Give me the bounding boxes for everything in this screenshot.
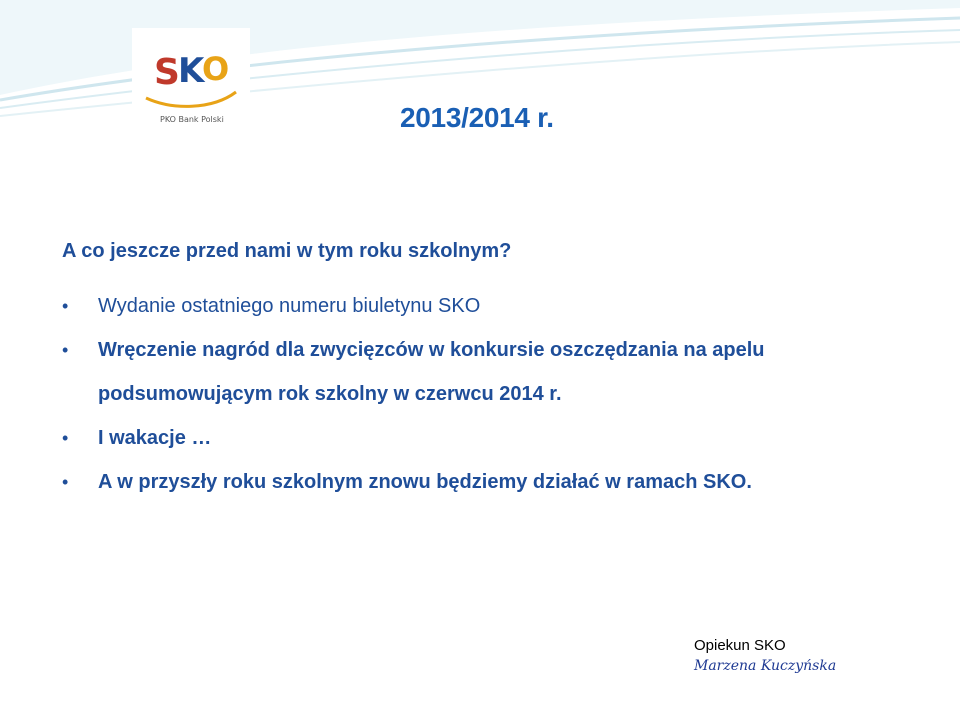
bullet-text: A w przyszły roku szkolnym znowu będziemy działać w ramach SKO. xyxy=(98,471,752,493)
bullet-text: Wydanie ostatniego numeru biuletynu SKO xyxy=(98,295,481,317)
bullet-item xyxy=(62,284,942,328)
bullet-dot-icon: • xyxy=(62,340,69,360)
sko-logo xyxy=(132,28,250,132)
bullet-text: Wręczenie nagród dla zwycięzców w konkursie oszczędzania na apelu podsumowującym rok szkolny w czerwcu 2014 r. xyxy=(98,339,765,405)
bullet-item xyxy=(62,460,942,504)
bullet-item xyxy=(62,416,942,460)
bullet-list xyxy=(62,284,942,504)
logo-caption: PKO Bank Polski xyxy=(160,115,224,124)
logo-letter-s: S xyxy=(154,52,180,93)
bullet-dot-icon: • xyxy=(62,472,69,492)
signature-role: Opiekun SKO xyxy=(694,637,786,654)
logo-letter-k: K xyxy=(178,51,205,91)
signature-block xyxy=(694,636,934,676)
year-title: 2013/2014 r. xyxy=(400,102,554,133)
bullet-dot-icon: • xyxy=(62,296,69,316)
signature-name: Marzena Kuczyńska xyxy=(694,658,837,674)
bullet-text: I wakacje … xyxy=(98,427,212,449)
intro-text: A co jeszcze przed nami w tym roku szkolnym? xyxy=(62,240,512,262)
bullet-dot-icon: • xyxy=(62,428,69,448)
logo-letter-o: O xyxy=(202,50,230,88)
bullet-item xyxy=(62,328,942,416)
